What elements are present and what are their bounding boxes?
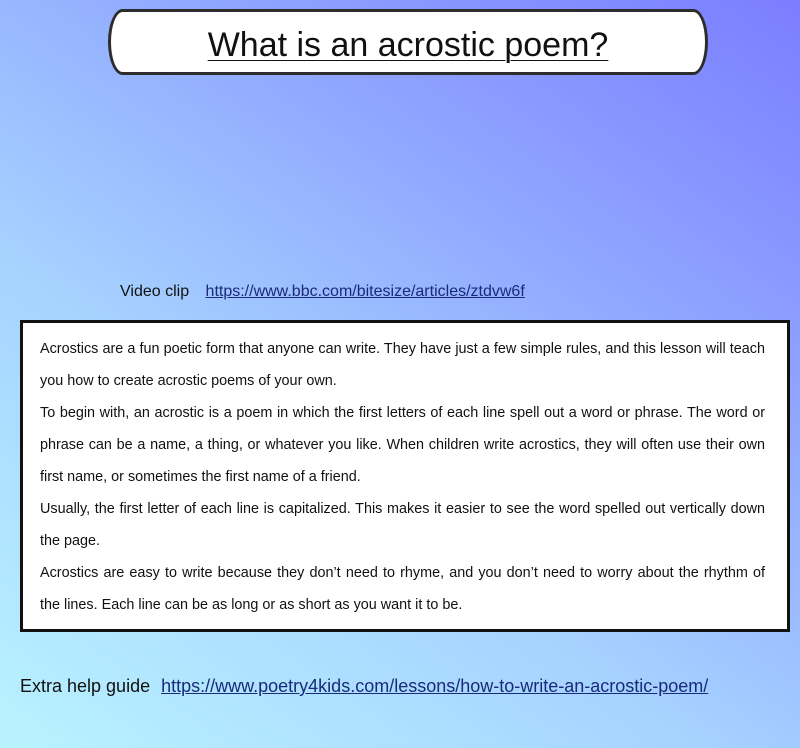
video-clip-row <box>120 283 525 301</box>
extra-help-link[interactable]: https://www.poetry4kids.com/lessons/how-to-write-an-acrostic-poem/ <box>161 676 709 696</box>
explanation-box <box>20 320 790 632</box>
extra-help-label: Extra help guide <box>20 676 151 696</box>
title-banner <box>108 9 708 75</box>
video-clip-link[interactable]: https://www.bbc.com/bitesize/articles/ztdvw6f <box>205 283 525 300</box>
extra-help-row <box>20 676 708 697</box>
paragraph-capitalization: Usually, the first letter of each line is capitalized. This makes it easier to see the word spelled out vertically down the page. <box>40 501 765 549</box>
paragraph-rhyme: Acrostics are easy to write because they don’t need to rhyme, and you don’t need to worry about the rhythm of the lines. Each line can be as long or as short as you want it to be. <box>40 565 765 613</box>
paragraph-intro: Acrostics are a fun poetic form that anyone can write. They have just a few simple rules, and this lesson will teach you how to create acrostic poems of your own. <box>40 341 765 389</box>
paragraph-definition: To begin with, an acrostic is a poem in which the first letters of each line spell out a word or phrase. The word or phrase can be a name, a thing, or whatever you like. When children write acrostics, they will often use their own first name, or sometimes the first name of a friend. <box>40 405 765 485</box>
video-clip-label: Video clip <box>120 283 190 300</box>
page-title: What is an acrostic poem? <box>207 26 609 64</box>
